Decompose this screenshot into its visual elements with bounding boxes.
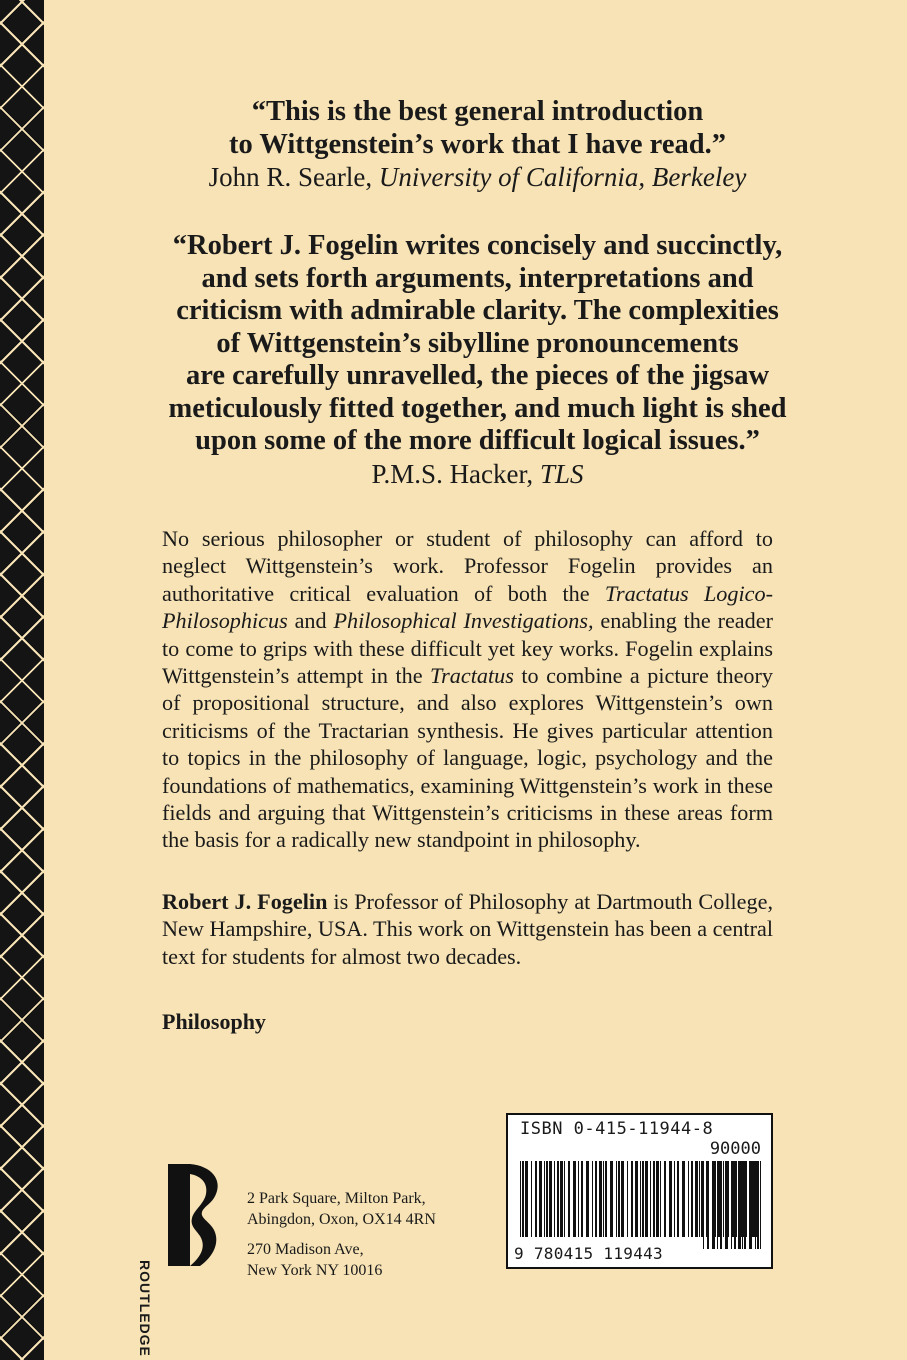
- barcode-bar: [549, 1161, 552, 1237]
- description-text: No serious philosopher or student of philosophy can afford to neglect Wittgenstein’s work. Professor Fogelin provides an authoritative critical evaluation of both the: [162, 526, 773, 606]
- barcode-bar: [635, 1161, 638, 1237]
- quote-attribution: [110, 161, 845, 193]
- barcode-bar: [592, 1161, 593, 1237]
- barcode-bar: [546, 1161, 548, 1237]
- book-title: Tractatus Logico-Philosophicus: [162, 580, 773, 634]
- barcode-bar: [682, 1161, 685, 1237]
- barcode-bar: [749, 1161, 752, 1249]
- address-line: New York NY 10016: [247, 1262, 383, 1279]
- barcode-bar: [695, 1161, 698, 1237]
- barcode-bar: [731, 1161, 732, 1249]
- barcode-bar: [544, 1161, 545, 1237]
- isbn-barcode: [506, 1113, 773, 1269]
- quote-line: meticulously fitted together, and much light is shed: [168, 392, 787, 424]
- barcode-bar: [645, 1161, 648, 1237]
- quote-searle: [110, 96, 845, 193]
- barcode-bar: [742, 1161, 743, 1249]
- quote-line: “This is the best general introduction: [251, 96, 704, 127]
- barcode-bar: [522, 1161, 524, 1237]
- description-text: and: [287, 608, 334, 634]
- barcode-bar: [599, 1161, 602, 1237]
- barcode-bar: [642, 1161, 644, 1237]
- barcode-bar: [669, 1161, 672, 1237]
- barcode-bar: [586, 1161, 589, 1237]
- barcode-bar: [712, 1161, 715, 1249]
- barcode-bar: [564, 1161, 565, 1237]
- barcode-bar: [650, 1161, 651, 1237]
- address-line: 270 Madison Ave,: [247, 1241, 364, 1258]
- attribution-affiliation: University of California, Berkeley: [378, 162, 747, 192]
- isbn-number: ISBN 0-415-11944-8: [520, 1119, 714, 1139]
- quote-line: criticism with admirable clarity. The complexities: [176, 295, 779, 326]
- barcode-bar: [691, 1161, 693, 1237]
- description-text: to combine a picture theory of propositional structure, and also explores Wittgenstein’s own criticisms of the Tractarian synthesis. He gives particular attention to topics in the philosophy of language, logic, psychology and the foundations of mathematics, examining Wittgenstein’s work in these fields and arguing that Wittgenstein’s criticisms in these areas form the basis for a radically new standpoint in philosophy.: [162, 663, 773, 853]
- barcode-bar: [744, 1161, 746, 1249]
- address-line: Abingdon, Oxon, OX14 4RN: [247, 1211, 436, 1228]
- barcode-bar: [664, 1161, 666, 1237]
- barcode-bar: [568, 1161, 570, 1237]
- barcode-bar: [725, 1161, 728, 1249]
- barcode-bar: [674, 1161, 675, 1237]
- quote-line: are carefully unravelled, the pieces of the jigsaw: [185, 360, 770, 391]
- barcode-bar: [738, 1161, 741, 1249]
- spine-pattern: [0, 0, 44, 1360]
- barcode-bar: [525, 1161, 528, 1237]
- barcode-bar: [618, 1161, 620, 1237]
- description-text: enabling the reader to come to grips with these difficult yet key works. Fogelin explains Wittgenstein’s attempt in the: [162, 608, 773, 689]
- quote-line: upon some of the more difficult logical issues.”: [195, 425, 760, 456]
- publisher-wordmark: ROUTLEDGE: [137, 1260, 153, 1357]
- barcode-bar: [656, 1161, 659, 1237]
- barcode-bar: [757, 1161, 759, 1249]
- barcode-bar: [535, 1161, 537, 1237]
- barcode-bar: [627, 1161, 628, 1237]
- barcode-bar: [603, 1161, 604, 1237]
- barcode-bar: [610, 1161, 613, 1237]
- barcode-bar: [640, 1161, 641, 1237]
- barcode-bar: [677, 1161, 679, 1237]
- attribution-affiliation: TLS: [539, 458, 584, 489]
- publisher-address: [247, 1188, 436, 1281]
- barcode-bar: [755, 1161, 756, 1249]
- barcode-bar: [578, 1161, 579, 1237]
- barcode-bar: [653, 1161, 655, 1237]
- barcode-bar: [631, 1161, 633, 1237]
- author-bio-text: is Professor of Philosophy at Dartmouth College, New Hampshire, USA. This work on Wittgenstein has been a central text for students for almost two decades.: [162, 889, 773, 969]
- barcode-bar: [616, 1161, 617, 1237]
- quote-line: “Robert J. Fogelin writes concisely and succinctly,: [172, 230, 783, 261]
- description-paragraph: [162, 525, 773, 854]
- barcode-bar: [554, 1161, 555, 1237]
- barcode-bar: [573, 1161, 576, 1237]
- barcode-bar: [720, 1161, 722, 1249]
- price-code: 90000: [709, 1139, 761, 1159]
- barcode-bar: [605, 1161, 607, 1237]
- barcode-bar: [595, 1161, 597, 1237]
- barcode-bar: [707, 1161, 709, 1249]
- barcode-bar: [621, 1161, 624, 1237]
- barcode-bar: [734, 1161, 736, 1249]
- book-description: [162, 525, 773, 854]
- barcode-bar: [699, 1161, 700, 1237]
- barcode-bar: [717, 1161, 718, 1249]
- barcode-bar: [531, 1161, 532, 1237]
- quote-line: of Wittgenstein’s sibylline pronouncements: [216, 327, 739, 359]
- barcode-bar: [581, 1161, 583, 1237]
- price-barcode-bars: [703, 1161, 761, 1249]
- barcode-bar: [557, 1161, 559, 1237]
- subject-category: Philosophy: [162, 1009, 266, 1034]
- author-name: Robert J. Fogelin: [162, 889, 328, 914]
- routledge-logo-icon: [160, 1160, 230, 1270]
- barcode-bar: [660, 1161, 661, 1237]
- book-title: Philosophical Investigations,: [333, 608, 594, 634]
- attribution-author: John R. Searle,: [208, 162, 373, 192]
- attribution-author: P.M.S. Hacker,: [371, 458, 534, 489]
- barcode-bar: [520, 1161, 521, 1237]
- quote-line: to Wittgenstein’s work that I have read.”: [229, 128, 726, 160]
- ean-digits: 9 780415 119443: [514, 1244, 663, 1263]
- book-title: Tractatus: [430, 663, 514, 689]
- barcode-bar: [688, 1161, 689, 1237]
- quote-line: and sets forth arguments, interpretations and: [201, 262, 754, 294]
- barcode-bar: [560, 1161, 563, 1237]
- author-bio: [162, 888, 773, 970]
- quote-attribution: [110, 458, 845, 490]
- quote-hacker: [110, 230, 845, 490]
- barcode-bar: [760, 1161, 761, 1249]
- barcode-bar: [703, 1161, 704, 1249]
- barcode-bar: [539, 1161, 542, 1237]
- author-bio-paragraph: [162, 888, 773, 970]
- address-line: 2 Park Square, Milton Park,: [247, 1190, 426, 1207]
